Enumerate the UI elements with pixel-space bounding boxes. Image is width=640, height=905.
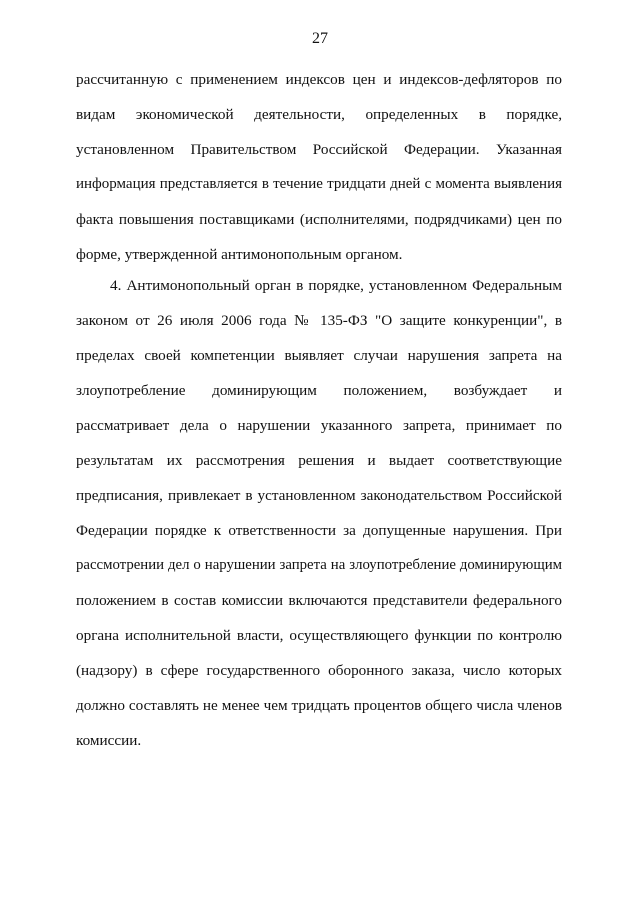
text-line: предписания, привлекает в установленном законодательством Российской [76,487,562,504]
page-number: 27 [312,30,328,47]
text-line: злоупотребление доминирующим положением, возбуждает и [76,382,562,399]
text-line: законом от 26 июля 2006 года № 135-ФЗ "О защите конкуренции", в [76,312,562,329]
text-line: установленном Правительством Российской Федерации. Указанная [76,141,562,158]
text-line: комиссии. [76,732,142,749]
text-line: должно составлять не менее чем тридцать процентов общего числа членов [76,697,562,714]
text-line: форме, утвержденной антимонопольным органом. [76,246,403,263]
text-line: положением в состав комиссии включаются представители федерального [76,592,562,609]
text-line: информация представляется в течение тридцати дней с момента выявления [76,176,562,192]
text-line: рассчитанную с применением индексов цен и индексов-дефляторов по [76,71,562,88]
paragraph-item-4 [76,268,562,758]
text-line: пределах своей компетенции выявляет случаи нарушения запрета на [76,347,562,364]
text-line: рассмотрении дел о нарушении запрета на злоупотребление доминирующим [76,557,562,573]
text-line: 4. Антимонопольный орган в порядке, установленном Федеральным [110,277,562,294]
text-line: органа исполнительной власти, осуществляющего функции по контролю [76,627,562,644]
paragraph-continuation [76,62,562,272]
text-line: Федерации порядке к ответственности за допущенные нарушения. При [76,522,562,539]
text-line: результатам их рассмотрения решения и выдает соответствующие [76,452,562,469]
text-line: (надзору) в сфере государственного оборонного заказа, число которых [76,662,562,679]
text-line: факта повышения поставщиками (исполнителями, подрядчиками) цен по [76,211,562,228]
text-line: видам экономической деятельности, определенных в порядке, [76,106,562,123]
text-line: рассматривает дела о нарушении указанного запрета, принимает по [76,417,562,434]
